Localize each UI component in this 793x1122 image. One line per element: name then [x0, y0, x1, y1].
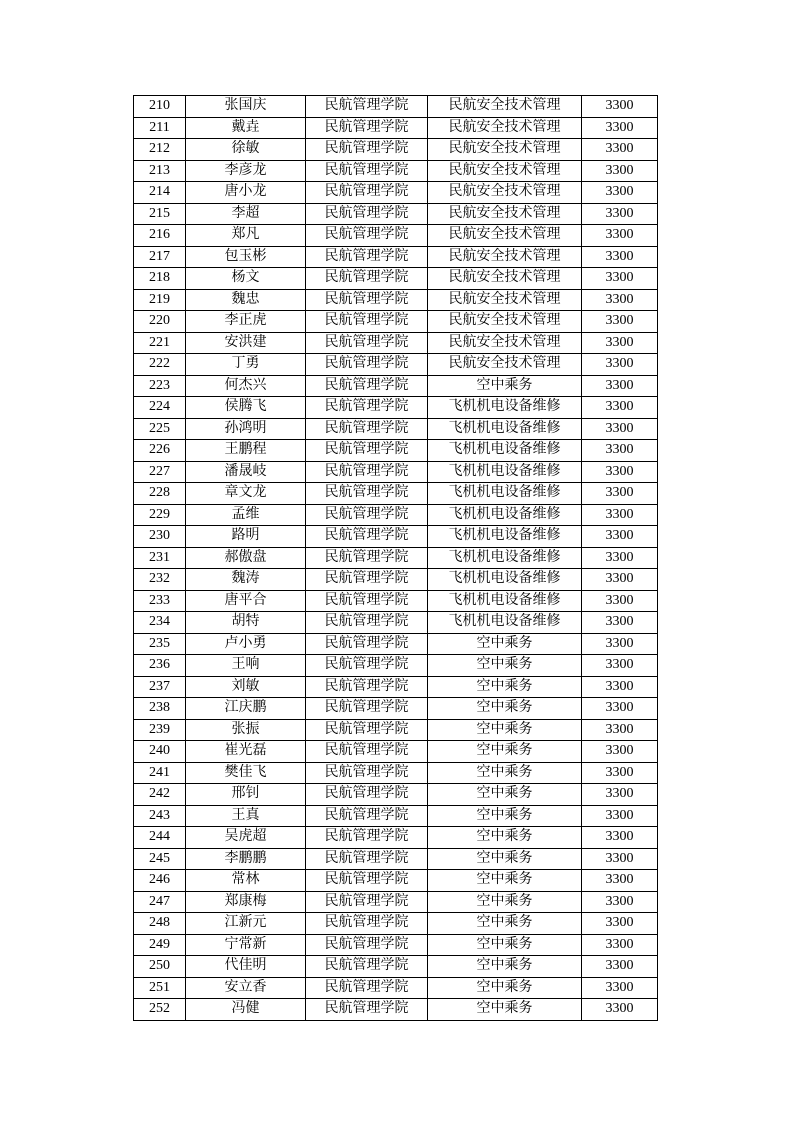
cell-name: 王响 [186, 655, 306, 677]
table-row [134, 203, 658, 225]
cell-name: 代佳明 [186, 956, 306, 978]
cell-seq: 227 [134, 461, 186, 483]
cell-college: 民航管理学院 [306, 719, 428, 741]
cell-tuition: 3300 [582, 289, 658, 311]
cell-name: 李鹏鹏 [186, 848, 306, 870]
cell-name: 李彦龙 [186, 160, 306, 182]
cell-tuition: 3300 [582, 698, 658, 720]
cell-seq: 251 [134, 977, 186, 999]
cell-major: 飞机机电设备维修 [428, 547, 582, 569]
cell-major: 空中乘务 [428, 827, 582, 849]
cell-college: 民航管理学院 [306, 160, 428, 182]
cell-college: 民航管理学院 [306, 977, 428, 999]
cell-name: 章文龙 [186, 483, 306, 505]
cell-major: 民航安全技术管理 [428, 117, 582, 139]
cell-major: 空中乘务 [428, 698, 582, 720]
cell-tuition: 3300 [582, 590, 658, 612]
cell-major: 空中乘务 [428, 891, 582, 913]
student-roster-table [133, 95, 658, 1021]
cell-tuition: 3300 [582, 203, 658, 225]
cell-tuition: 3300 [582, 268, 658, 290]
cell-name: 张国庆 [186, 96, 306, 118]
cell-major: 空中乘务 [428, 741, 582, 763]
cell-name: 张振 [186, 719, 306, 741]
cell-seq: 228 [134, 483, 186, 505]
cell-major: 空中乘务 [428, 784, 582, 806]
cell-tuition: 3300 [582, 504, 658, 526]
cell-major: 民航安全技术管理 [428, 246, 582, 268]
cell-major: 飞机机电设备维修 [428, 590, 582, 612]
cell-seq: 225 [134, 418, 186, 440]
cell-college: 民航管理学院 [306, 203, 428, 225]
cell-major: 民航安全技术管理 [428, 332, 582, 354]
table-row [134, 246, 658, 268]
cell-major: 空中乘务 [428, 913, 582, 935]
table-row [134, 526, 658, 548]
cell-seq: 240 [134, 741, 186, 763]
cell-major: 民航安全技术管理 [428, 289, 582, 311]
cell-major: 民航安全技术管理 [428, 160, 582, 182]
table-row [134, 569, 658, 591]
table-row [134, 590, 658, 612]
cell-name: 刘敏 [186, 676, 306, 698]
cell-tuition: 3300 [582, 225, 658, 247]
cell-name: 崔光磊 [186, 741, 306, 763]
cell-seq: 220 [134, 311, 186, 333]
cell-major: 飞机机电设备维修 [428, 526, 582, 548]
cell-major: 空中乘务 [428, 977, 582, 999]
cell-major: 民航安全技术管理 [428, 96, 582, 118]
cell-college: 民航管理学院 [306, 784, 428, 806]
cell-college: 民航管理学院 [306, 289, 428, 311]
cell-college: 民航管理学院 [306, 913, 428, 935]
table-row [134, 956, 658, 978]
cell-college: 民航管理学院 [306, 182, 428, 204]
cell-name: 江庆鹏 [186, 698, 306, 720]
cell-seq: 250 [134, 956, 186, 978]
table-row [134, 289, 658, 311]
cell-tuition: 3300 [582, 719, 658, 741]
cell-major: 飞机机电设备维修 [428, 440, 582, 462]
cell-tuition: 3300 [582, 440, 658, 462]
cell-name: 王真 [186, 805, 306, 827]
cell-college: 民航管理学院 [306, 117, 428, 139]
cell-major: 飞机机电设备维修 [428, 612, 582, 634]
cell-seq: 217 [134, 246, 186, 268]
cell-major: 飞机机电设备维修 [428, 461, 582, 483]
cell-seq: 235 [134, 633, 186, 655]
table-row [134, 741, 658, 763]
cell-seq: 232 [134, 569, 186, 591]
cell-seq: 213 [134, 160, 186, 182]
table-row [134, 117, 658, 139]
cell-college: 民航管理学院 [306, 569, 428, 591]
cell-college: 民航管理学院 [306, 762, 428, 784]
cell-name: 孟维 [186, 504, 306, 526]
cell-seq: 218 [134, 268, 186, 290]
cell-name: 徐敏 [186, 139, 306, 161]
cell-seq: 214 [134, 182, 186, 204]
cell-major: 民航安全技术管理 [428, 139, 582, 161]
cell-tuition: 3300 [582, 870, 658, 892]
cell-name: 常林 [186, 870, 306, 892]
cell-seq: 231 [134, 547, 186, 569]
cell-major: 民航安全技术管理 [428, 354, 582, 376]
cell-seq: 248 [134, 913, 186, 935]
table-row [134, 160, 658, 182]
cell-name: 吴虎超 [186, 827, 306, 849]
cell-tuition: 3300 [582, 117, 658, 139]
table-row [134, 354, 658, 376]
cell-name: 安立香 [186, 977, 306, 999]
cell-tuition: 3300 [582, 483, 658, 505]
table-row [134, 225, 658, 247]
cell-tuition: 3300 [582, 461, 658, 483]
table-row [134, 827, 658, 849]
cell-name: 唐平合 [186, 590, 306, 612]
cell-college: 民航管理学院 [306, 891, 428, 913]
cell-seq: 229 [134, 504, 186, 526]
cell-tuition: 3300 [582, 848, 658, 870]
cell-seq: 215 [134, 203, 186, 225]
cell-college: 民航管理学院 [306, 999, 428, 1021]
table-row [134, 461, 658, 483]
table-row [134, 784, 658, 806]
cell-college: 民航管理学院 [306, 698, 428, 720]
cell-tuition: 3300 [582, 612, 658, 634]
cell-tuition: 3300 [582, 182, 658, 204]
cell-tuition: 3300 [582, 354, 658, 376]
cell-major: 民航安全技术管理 [428, 225, 582, 247]
table-row [134, 182, 658, 204]
cell-tuition: 3300 [582, 999, 658, 1021]
cell-seq: 230 [134, 526, 186, 548]
cell-seq: 223 [134, 375, 186, 397]
cell-seq: 246 [134, 870, 186, 892]
table-row [134, 418, 658, 440]
cell-college: 民航管理学院 [306, 526, 428, 548]
table-row [134, 311, 658, 333]
cell-name: 江新元 [186, 913, 306, 935]
cell-name: 郑凡 [186, 225, 306, 247]
cell-major: 空中乘务 [428, 999, 582, 1021]
cell-major: 飞机机电设备维修 [428, 569, 582, 591]
cell-major: 空中乘务 [428, 848, 582, 870]
cell-college: 民航管理学院 [306, 418, 428, 440]
cell-major: 空中乘务 [428, 375, 582, 397]
cell-major: 空中乘务 [428, 956, 582, 978]
cell-tuition: 3300 [582, 246, 658, 268]
cell-tuition: 3300 [582, 397, 658, 419]
cell-college: 民航管理学院 [306, 375, 428, 397]
cell-tuition: 3300 [582, 913, 658, 935]
cell-seq: 245 [134, 848, 186, 870]
cell-tuition: 3300 [582, 418, 658, 440]
cell-name: 邢钊 [186, 784, 306, 806]
cell-major: 空中乘务 [428, 762, 582, 784]
cell-college: 民航管理学院 [306, 934, 428, 956]
cell-seq: 211 [134, 117, 186, 139]
cell-name: 包玉彬 [186, 246, 306, 268]
cell-name: 杨文 [186, 268, 306, 290]
cell-tuition: 3300 [582, 311, 658, 333]
cell-tuition: 3300 [582, 375, 658, 397]
cell-seq: 219 [134, 289, 186, 311]
cell-name: 宁常新 [186, 934, 306, 956]
cell-college: 民航管理学院 [306, 96, 428, 118]
cell-college: 民航管理学院 [306, 440, 428, 462]
table-row [134, 913, 658, 935]
cell-name: 李正虎 [186, 311, 306, 333]
cell-college: 民航管理学院 [306, 612, 428, 634]
cell-college: 民航管理学院 [306, 870, 428, 892]
cell-major: 民航安全技术管理 [428, 311, 582, 333]
cell-tuition: 3300 [582, 784, 658, 806]
cell-tuition: 3300 [582, 827, 658, 849]
cell-college: 民航管理学院 [306, 311, 428, 333]
cell-tuition: 3300 [582, 676, 658, 698]
cell-tuition: 3300 [582, 977, 658, 999]
cell-seq: 241 [134, 762, 186, 784]
cell-name: 侯腾飞 [186, 397, 306, 419]
cell-seq: 244 [134, 827, 186, 849]
cell-major: 民航安全技术管理 [428, 182, 582, 204]
table-row [134, 268, 658, 290]
cell-seq: 236 [134, 655, 186, 677]
cell-tuition: 3300 [582, 762, 658, 784]
cell-major: 空中乘务 [428, 719, 582, 741]
cell-major: 空中乘务 [428, 934, 582, 956]
cell-college: 民航管理学院 [306, 676, 428, 698]
cell-college: 民航管理学院 [306, 827, 428, 849]
cell-name: 潘晟岐 [186, 461, 306, 483]
cell-name: 王鹏程 [186, 440, 306, 462]
cell-tuition: 3300 [582, 805, 658, 827]
cell-name: 郝傲盘 [186, 547, 306, 569]
table-row [134, 934, 658, 956]
cell-college: 民航管理学院 [306, 956, 428, 978]
cell-tuition: 3300 [582, 633, 658, 655]
cell-college: 民航管理学院 [306, 461, 428, 483]
table-row [134, 547, 658, 569]
cell-college: 民航管理学院 [306, 504, 428, 526]
cell-tuition: 3300 [582, 934, 658, 956]
cell-seq: 222 [134, 354, 186, 376]
table-row [134, 483, 658, 505]
table-row [134, 332, 658, 354]
table-row [134, 397, 658, 419]
cell-tuition: 3300 [582, 547, 658, 569]
cell-major: 空中乘务 [428, 676, 582, 698]
cell-tuition: 3300 [582, 956, 658, 978]
cell-college: 民航管理学院 [306, 246, 428, 268]
cell-college: 民航管理学院 [306, 741, 428, 763]
cell-name: 郑康梅 [186, 891, 306, 913]
cell-major: 空中乘务 [428, 633, 582, 655]
cell-name: 戴垚 [186, 117, 306, 139]
table-row [134, 999, 658, 1021]
cell-tuition: 3300 [582, 655, 658, 677]
cell-major: 空中乘务 [428, 870, 582, 892]
table-body [134, 96, 658, 1021]
cell-college: 民航管理学院 [306, 590, 428, 612]
table-row [134, 504, 658, 526]
cell-college: 民航管理学院 [306, 332, 428, 354]
cell-college: 民航管理学院 [306, 354, 428, 376]
cell-seq: 249 [134, 934, 186, 956]
cell-seq: 243 [134, 805, 186, 827]
cell-tuition: 3300 [582, 139, 658, 161]
cell-seq: 216 [134, 225, 186, 247]
cell-tuition: 3300 [582, 569, 658, 591]
cell-tuition: 3300 [582, 160, 658, 182]
table-row [134, 96, 658, 118]
cell-name: 胡特 [186, 612, 306, 634]
table-row [134, 139, 658, 161]
cell-seq: 239 [134, 719, 186, 741]
cell-college: 民航管理学院 [306, 655, 428, 677]
cell-seq: 226 [134, 440, 186, 462]
table-row [134, 676, 658, 698]
cell-name: 路明 [186, 526, 306, 548]
cell-name: 唐小龙 [186, 182, 306, 204]
table-row [134, 440, 658, 462]
cell-name: 丁勇 [186, 354, 306, 376]
cell-college: 民航管理学院 [306, 547, 428, 569]
cell-seq: 238 [134, 698, 186, 720]
cell-major: 民航安全技术管理 [428, 268, 582, 290]
cell-major: 空中乘务 [428, 655, 582, 677]
table-row [134, 655, 658, 677]
cell-college: 民航管理学院 [306, 633, 428, 655]
cell-seq: 221 [134, 332, 186, 354]
cell-name: 魏忠 [186, 289, 306, 311]
cell-major: 空中乘务 [428, 805, 582, 827]
cell-tuition: 3300 [582, 332, 658, 354]
table-row [134, 848, 658, 870]
cell-major: 民航安全技术管理 [428, 203, 582, 225]
cell-seq: 224 [134, 397, 186, 419]
cell-name: 安洪建 [186, 332, 306, 354]
table-row [134, 719, 658, 741]
cell-college: 民航管理学院 [306, 805, 428, 827]
cell-name: 魏涛 [186, 569, 306, 591]
table-row [134, 698, 658, 720]
cell-tuition: 3300 [582, 891, 658, 913]
table-row [134, 633, 658, 655]
cell-college: 民航管理学院 [306, 397, 428, 419]
cell-name: 何杰兴 [186, 375, 306, 397]
cell-seq: 237 [134, 676, 186, 698]
cell-college: 民航管理学院 [306, 268, 428, 290]
cell-seq: 234 [134, 612, 186, 634]
cell-tuition: 3300 [582, 526, 658, 548]
table-row [134, 891, 658, 913]
table-row [134, 977, 658, 999]
cell-name: 冯健 [186, 999, 306, 1021]
cell-college: 民航管理学院 [306, 848, 428, 870]
table-row [134, 870, 658, 892]
cell-tuition: 3300 [582, 96, 658, 118]
cell-tuition: 3300 [582, 741, 658, 763]
cell-name: 卢小勇 [186, 633, 306, 655]
cell-major: 飞机机电设备维修 [428, 397, 582, 419]
cell-major: 飞机机电设备维修 [428, 504, 582, 526]
cell-seq: 233 [134, 590, 186, 612]
cell-college: 民航管理学院 [306, 225, 428, 247]
cell-seq: 242 [134, 784, 186, 806]
table-row [134, 375, 658, 397]
table-row [134, 762, 658, 784]
cell-major: 飞机机电设备维修 [428, 483, 582, 505]
table-row [134, 805, 658, 827]
cell-college: 民航管理学院 [306, 139, 428, 161]
cell-seq: 247 [134, 891, 186, 913]
cell-name: 李超 [186, 203, 306, 225]
cell-seq: 252 [134, 999, 186, 1021]
cell-seq: 210 [134, 96, 186, 118]
cell-major: 飞机机电设备维修 [428, 418, 582, 440]
cell-name: 樊佳飞 [186, 762, 306, 784]
cell-seq: 212 [134, 139, 186, 161]
table-row [134, 612, 658, 634]
cell-college: 民航管理学院 [306, 483, 428, 505]
cell-name: 孙鸿明 [186, 418, 306, 440]
